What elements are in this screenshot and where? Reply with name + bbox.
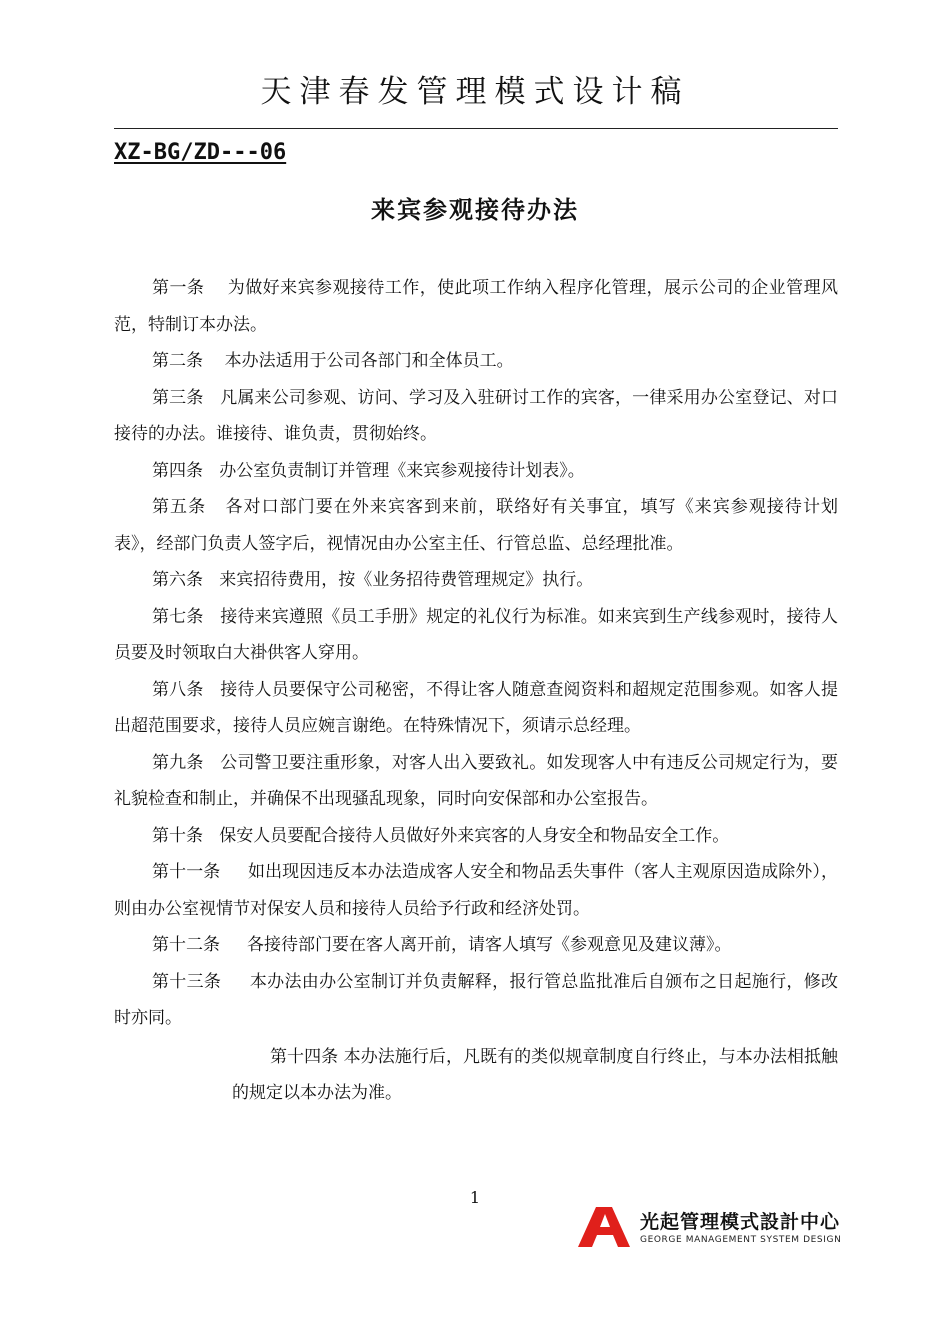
article-12 <box>114 927 838 964</box>
article-text: 公司警卫要注重形象，对客人出入要致礼。如发现客人中有违反公司规定行为，要礼貌检查和制止，并确保不出现骚乱现象，同时向安保部和办公室报告。 <box>114 752 839 809</box>
document-code: XZ-BG/ZD---06 <box>114 140 287 165</box>
article-text: 各对口部门要在外来宾客到来前，联络好有关事宜，填写《来宾参观接待计划表》，经部门负责人签字后，视情况由办公室主任、行管总监、总经理批准。 <box>114 497 839 554</box>
article-label: 第三条 <box>152 387 204 408</box>
company-logo <box>576 1205 842 1253</box>
article-text: 本办法适用于公司各部门和全体员工。 <box>224 351 514 371</box>
article-text: 为做好来宾参观接待工作，使此项工作纳入程序化管理，展示公司的企业管理风范，特制订本办法。 <box>114 278 839 335</box>
article-label: 第十三条 <box>152 971 222 992</box>
article-label: 第十条 <box>152 825 203 846</box>
article-label: 第四条 <box>152 460 203 481</box>
header-divider <box>114 128 838 129</box>
logo-a-mark-icon <box>576 1205 632 1249</box>
article-label: 第五条 <box>152 497 207 517</box>
article-2 <box>114 343 838 380</box>
article-label: 第十四条 <box>270 1046 339 1067</box>
article-14 <box>232 1039 838 1112</box>
article-text: 本办法由办公室制订并负责解释，报行管总监批准后自颁布之日起施行，修改时亦同。 <box>114 971 839 1028</box>
document-body <box>114 270 838 1112</box>
article-text: 来宾招待费用，按《业务招待费管理规定》执行。 <box>219 570 594 590</box>
article-5 <box>114 489 838 562</box>
article-3 <box>114 380 838 453</box>
article-text: 办公室负责制订并管理《来宾参观接待计划表》。 <box>219 460 585 481</box>
article-11 <box>114 854 838 927</box>
article-4 <box>114 453 838 490</box>
article-label: 第九条 <box>152 752 204 773</box>
article-7 <box>114 599 838 672</box>
article-13 <box>114 964 838 1037</box>
article-label: 第一条 <box>152 278 205 298</box>
page-number: 1 <box>469 1188 481 1207</box>
article-label: 第十二条 <box>152 935 220 955</box>
article-1 <box>114 270 838 343</box>
article-label: 第二条 <box>152 351 203 371</box>
article-text: 凡属来公司参观、访问、学习及入驻研讨工作的宾客，一律采用办公室登记、对口接待的办法。谁接待、谁负责，贯彻始终。 <box>114 387 839 444</box>
article-6 <box>114 562 838 599</box>
article-text: 本办法施行后，凡既有的类似规章制度自行终止，与本办法相抵触的规定以本办法为准。 <box>232 1046 839 1103</box>
logo-chinese-text: 光起管理模式設計中心 <box>640 1211 841 1233</box>
article-label: 第八条 <box>152 679 204 700</box>
article-label: 第十一条 <box>152 862 221 882</box>
article-8 <box>114 672 838 745</box>
article-10 <box>114 818 838 855</box>
logo-english-text: GEORGE MANAGEMENT SYSTEM DESIGN <box>640 1235 842 1245</box>
article-text: 接待来宾遵照《员工手册》规定的礼仪行为标准。如来宾到生产线参观时，接待人员要及时领取白大褂供客人穿用。 <box>114 606 839 663</box>
article-text: 如出现因违反本办法造成客人安全和物品丢失事件（客人主观原因造成除外），则由办公室视情节对保安人员和接待人员给予行政和经济处罚。 <box>114 862 839 919</box>
page-header-title: 天津春发管理模式设计稿 <box>260 74 690 110</box>
article-label: 第六条 <box>152 570 203 590</box>
article-label: 第七条 <box>152 606 204 627</box>
article-text: 各接待部门要在客人离开前，请客人填写《参观意见及建议薄》。 <box>247 935 732 955</box>
article-text: 保安人员要配合接待人员做好外来宾客的人身安全和物品安全工作。 <box>219 825 730 846</box>
document-title: 来宾参观接待办法 <box>371 196 579 224</box>
article-text: 接待人员要保守公司秘密，不得让客人随意查阅资料和超规定范围参观。如客人提出超范围要求，接待人员应婉言谢绝。在特殊情况下，须请示总经理。 <box>114 679 839 736</box>
article-9 <box>114 745 838 818</box>
